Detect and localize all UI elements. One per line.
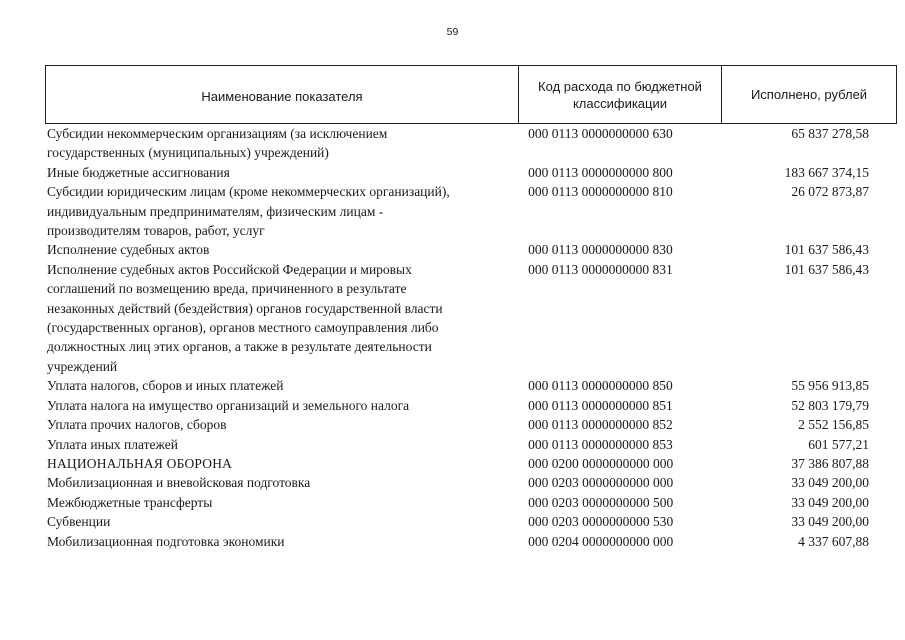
header-name-cell: Наименование показателя	[46, 66, 519, 124]
table-row	[45, 240, 869, 259]
table-row	[45, 182, 869, 240]
row-amount: 101 637 586,43	[784, 261, 869, 277]
section-row	[45, 454, 869, 473]
row-amount: 601 577,21	[808, 436, 869, 452]
row-name: Уплата налогов, сборов и иных платежей	[47, 378, 284, 394]
row-name: Уплата иных платежей	[47, 436, 178, 452]
row-amount: 4 337 607,88	[798, 533, 869, 549]
table-row	[45, 532, 869, 551]
row-name: Уплата налога на имущество организаций и земельного налога	[47, 397, 410, 413]
table-row	[45, 512, 869, 531]
expense-table	[45, 124, 869, 551]
table-row	[45, 260, 869, 376]
row-name: Межбюджетные трансферты	[47, 494, 213, 510]
row-amount: 37 386 807,88	[791, 455, 869, 471]
row-amount: 55 956 913,85	[791, 378, 869, 394]
row-code: 000 0204 0000000000 000	[528, 533, 674, 549]
table-row	[45, 473, 869, 492]
row-code: 000 0113 0000000000 851	[528, 397, 673, 413]
row-code: 000 0113 0000000000 831	[528, 261, 673, 277]
row-amount: 183 667 374,15	[784, 164, 869, 180]
row-name: Исполнение судебных актов	[47, 242, 210, 258]
table-row	[45, 493, 869, 512]
table-row	[45, 396, 869, 415]
row-name: Мобилизационная и вневойсковая подготовка	[47, 475, 311, 491]
table-header	[45, 65, 897, 124]
table-row	[45, 435, 869, 454]
row-amount: 33 049 200,00	[791, 514, 869, 530]
row-name: Субвенции	[47, 514, 111, 530]
table-row	[45, 376, 869, 395]
header-amount-cell: Исполнено, рублей	[722, 66, 897, 124]
table-row	[45, 124, 869, 163]
row-name: Мобилизационная подготовка экономики	[47, 533, 285, 549]
row-amount: 33 049 200,00	[791, 475, 869, 491]
row-code: 000 0203 0000000000 530	[528, 514, 674, 530]
row-code: 000 0113 0000000000 850	[528, 378, 673, 394]
row-amount: 33 049 200,00	[791, 494, 869, 510]
header-row	[46, 66, 897, 124]
row-code: 000 0113 0000000000 810	[528, 184, 673, 200]
row-code: 000 0113 0000000000 853	[528, 436, 673, 452]
row-amount: 2 552 156,85	[798, 417, 869, 433]
row-name: Уплата прочих налогов, сборов	[47, 417, 227, 433]
row-name: Субсидии юридическим лицам (кроме некоммерческих организаций), индивидуальным предпринимателям, физическим лицам - производителям товаров, работ, услуг	[47, 184, 450, 239]
row-amount: 52 803 179,79	[791, 397, 869, 413]
row-name: Иные бюджетные ассигнования	[47, 164, 230, 180]
section-name: НАЦИОНАЛЬНАЯ ОБОРОНА	[47, 455, 233, 471]
row-amount: 26 072 873,87	[791, 184, 869, 200]
row-name: Субсидии некоммерческим организациям (за исключением государственных (муниципальных) учреждений)	[47, 126, 388, 161]
table-row	[45, 415, 869, 434]
row-name: Исполнение судебных актов Российской Федерации и мировых соглашений по возмещению вреда, причиненного в результате незаконных действий (бездействия) органов государственной власти (государственных органов), органов местного самоуправления либо должностных лиц этих органов, а также в результате деятельности учреждений	[47, 261, 443, 374]
row-amount: 101 637 586,43	[784, 242, 869, 258]
row-code: 000 0113 0000000000 852	[528, 417, 673, 433]
table-row	[45, 163, 869, 182]
row-code: 000 0113 0000000000 830	[528, 242, 673, 258]
row-code: 000 0113 0000000000 630	[528, 126, 673, 141]
row-code: 000 0200 0000000000 000	[528, 455, 674, 471]
row-code: 000 0203 0000000000 500	[528, 494, 674, 510]
row-code: 000 0203 0000000000 000	[528, 475, 674, 491]
row-code: 000 0113 0000000000 800	[528, 164, 673, 180]
page-number: 59	[446, 26, 459, 38]
header-code-cell: Код расхода по бюджетной классификации	[519, 66, 722, 124]
row-amount: 65 837 278,58	[791, 126, 869, 141]
